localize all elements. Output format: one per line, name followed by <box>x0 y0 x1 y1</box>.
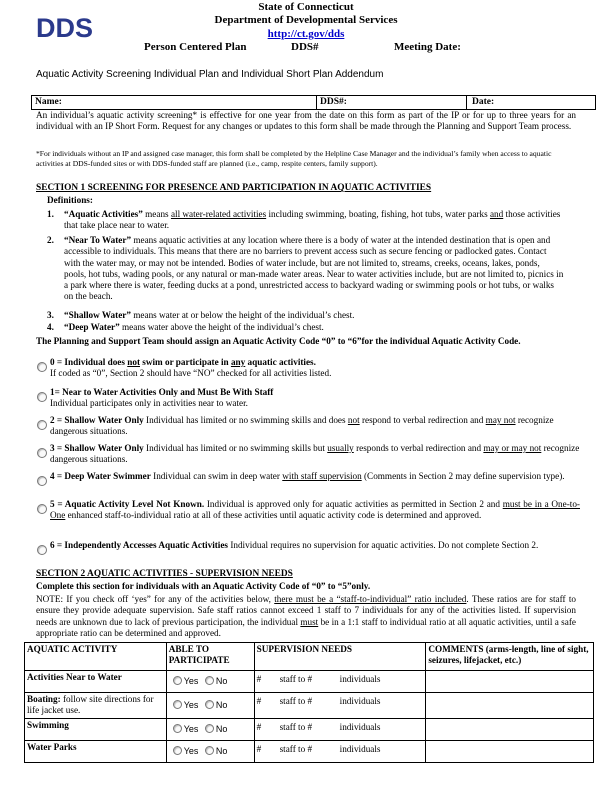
section2-note: NOTE: If you check off ‘yes” for any of the activities below, there must be a “staff-to-individual” ratio included. These ratios are for staff to ensure they provide adequate supervision. Safe staff ratios cannot exceed 1 staff to 7 individuals for any of the activities listed. If supervision needs are unknown due to lack of previous participation, the individual must be in a 1:1 staff to individual ratio at all aquatic activities, until a safe appropriate ratio can be determined and approved. <box>36 594 576 638</box>
code-1-text: 1= Near to Water Activities Only and Must Be With Staff Individual participates only in activities near to water. <box>50 387 274 409</box>
header-supervision: SUPERVISION NEEDS <box>254 643 426 671</box>
comments-cell[interactable] <box>426 671 594 693</box>
code-4-radio[interactable] <box>37 476 47 486</box>
table-row <box>25 671 594 693</box>
supervision-cell[interactable]: # staff to # individuals <box>254 693 426 719</box>
section2-title: SECTION 2 AQUATIC ACTIVITIES - SUPERVISION NEEDS <box>36 569 293 579</box>
header-department: Department of Developmental Services <box>214 14 398 26</box>
able-cell: Yes No <box>166 741 254 763</box>
date-field-label[interactable]: Date: <box>472 97 495 107</box>
header-url-wrap <box>0 28 612 41</box>
dds-number-label: DDS# <box>291 41 319 53</box>
section1-title: SECTION 1 SCREENING FOR PRESENCE AND PARTICIPATION IN AQUATIC ACTIVITIES <box>36 183 432 193</box>
activity-cell: Water Parks <box>25 741 167 763</box>
activity-cell: Boating: follow site directions for life jacket use. <box>25 693 167 719</box>
def4-text: “Deep Water” means water above the height of the individual’s chest. <box>64 322 324 332</box>
definitions-label: Definitions: <box>47 195 93 205</box>
header-able: ABLE TO PARTICIPATE <box>166 643 254 671</box>
no-radio[interactable] <box>205 676 214 685</box>
activity-cell: Activities Near to Water <box>25 671 167 693</box>
code-2-radio[interactable] <box>37 420 47 430</box>
intro-footnote: *For individuals without an IP and assigned case manager, this form shall be completed by the Helpline Case Manager and the individual’s family when access to aquatic activities at DDS-funded sites or with DDS-funded staff are planned (i.e., camp, respite centers, family support). <box>36 149 552 168</box>
no-radio[interactable] <box>205 746 214 755</box>
def1-number: 1. <box>47 209 54 219</box>
intro-paragraph: An individual’s aquatic activity screening* is effective for one year from the date on this form as part of the IP or for up to three years for an individual with an IP Short Form. Request for any changes or updates to this form shall be made through the Planning and Support Team process. <box>36 110 576 132</box>
def3-text: “Shallow Water” means water at or below the height of the individual’s chest. <box>64 310 355 320</box>
able-cell: Yes No <box>166 719 254 741</box>
header-activity: AQUATIC ACTIVITY <box>25 643 167 671</box>
no-radio[interactable] <box>205 724 214 733</box>
no-radio[interactable] <box>205 700 214 709</box>
table-header-row <box>25 643 594 671</box>
table-row <box>25 741 594 763</box>
header-state: State of Connecticut <box>258 1 354 13</box>
assign-code-instruction: The Planning and Support Team should assign an Aquatic Activity Code “0” to “6”for the individual Aquatic Activity Code. <box>36 336 521 346</box>
able-cell: Yes No <box>166 671 254 693</box>
comments-cell[interactable] <box>426 719 594 741</box>
code-6-radio[interactable] <box>37 545 47 555</box>
comments-cell[interactable] <box>426 741 594 763</box>
dds-field-label[interactable]: DDS#: <box>320 97 347 107</box>
plan-label: Person Centered Plan <box>144 41 247 53</box>
table-row <box>25 719 594 741</box>
code-0-text: 0 = Individual does not swim or participate in any aquatic activities. If coded as “0”, Section 2 should have “NO” checked for all activities listed. <box>50 357 332 379</box>
code-4-text: 4 = Deep Water Swimmer Individual can swim in deep water with staff supervision (Comments in Section 2 may define supervision type). <box>50 471 565 481</box>
header-comments: COMMENTS (arms-length, line of sight, seizures, lifejacket, etc.) <box>426 643 594 671</box>
name-field-label[interactable]: Name: <box>35 97 62 107</box>
def4-number: 4. <box>47 322 54 332</box>
able-cell: Yes No <box>166 693 254 719</box>
supervision-cell[interactable]: # staff to # individuals <box>254 719 426 741</box>
code-3-text: 3 = Shallow Water Only Individual has limited or no swimming skills but usually responds to verbal redirection and may or may not recognize dangerous situations. <box>50 443 580 465</box>
table-row <box>25 693 594 719</box>
def2-text: “Near To Water” means aquatic activities at any location where there is a body of water at the intended destination that is open and accessible to individuals. This means that there are no barriers to prevent access such as secure fencing or padlocked gates. Contact with the water may, or may not be intended. Bodies of water include, but are not limited to, streams, creeks, oceans, lakes, ponds, pools, hot tubs, wading pools, or any natural or man-made water areas. Near to water activities include, but are not limited to, picnics in a park where there is water, feeding ducks at a pond, unrestricted access to backyard wading or swimming pools or hot tubs, or walks on the beach. <box>64 235 564 302</box>
yes-radio[interactable] <box>173 676 182 685</box>
code-5-radio[interactable] <box>37 504 47 514</box>
comments-cell[interactable] <box>426 693 594 719</box>
code-0-radio[interactable] <box>37 362 47 372</box>
meeting-date-label: Meeting Date: <box>394 41 461 53</box>
yes-radio[interactable] <box>173 700 182 709</box>
yes-radio[interactable] <box>173 724 182 733</box>
def1-text: “Aquatic Activities” means all water-related activities including swimming, boating, fishing, hot tubs, water parks and those activities that take place near to water. <box>64 209 561 231</box>
code-6-text: 6 = Independently Accesses Aquatic Activities Individual requires no supervision for aquatic activities. Do not complete Section 2. <box>50 540 539 550</box>
supervision-cell[interactable]: # staff to # individuals <box>254 741 426 763</box>
code-1-radio[interactable] <box>37 392 47 402</box>
yes-radio[interactable] <box>173 746 182 755</box>
aquatic-activity-table <box>24 642 594 763</box>
name-box <box>31 95 596 110</box>
form-subtitle: Aquatic Activity Screening Individual Plan and Individual Short Plan Addendum <box>36 69 384 80</box>
code-3-radio[interactable] <box>37 448 47 458</box>
activity-cell: Swimming <box>25 719 167 741</box>
header-url-link[interactable]: http://ct.gov/dds <box>267 28 345 40</box>
code-5-text: 5 = Aquatic Activity Level Not Known. Individual is approved only for aquatic activities as permitted in Section 2 and must be in a One-to-One enhanced staff-to-individual ratio at all of these activities until aquatic activity code is determined and approved. <box>50 499 580 521</box>
def3-number: 3. <box>47 310 54 320</box>
code-2-text: 2 = Shallow Water Only Individual has limited or no swimming skills and does not respond to verbal redirection and may not recognize dangerous situations. <box>50 415 554 437</box>
logo-text: DDS <box>36 13 94 41</box>
supervision-cell[interactable]: # staff to # individuals <box>254 671 426 693</box>
section2-instruction: Complete this section for individuals with an Aquatic Activity Code of “0” to “5”only. <box>36 581 371 591</box>
def2-number: 2. <box>47 235 54 245</box>
